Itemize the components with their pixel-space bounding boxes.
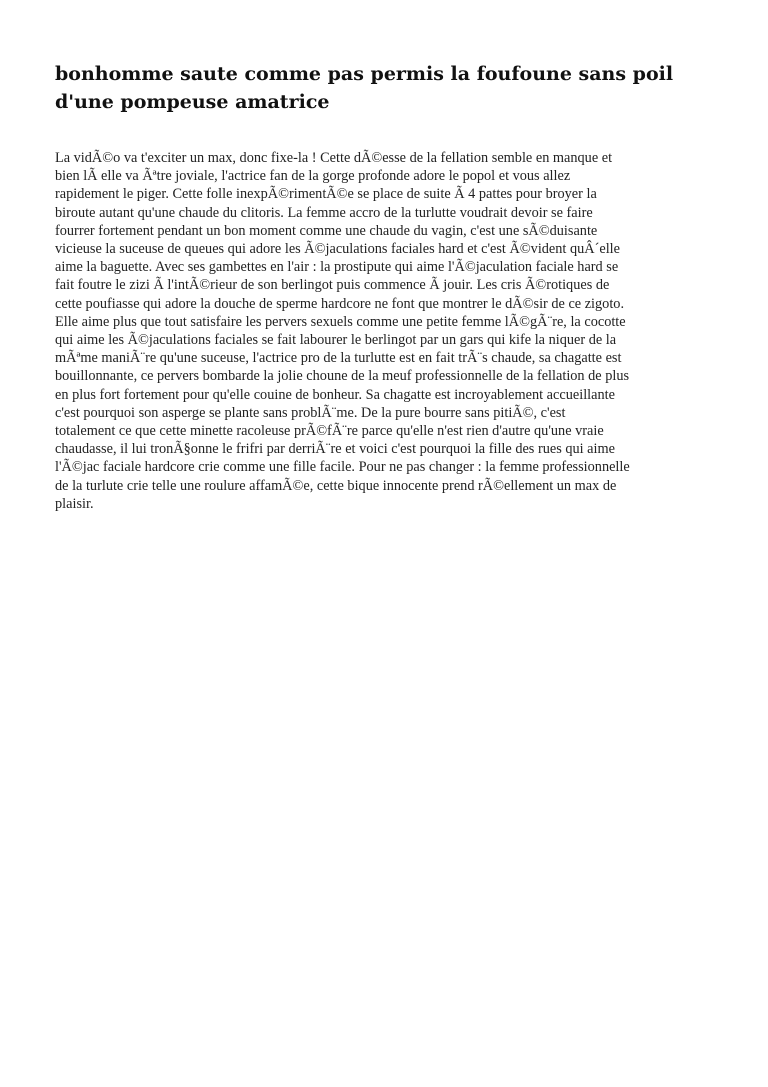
body-line: biroute autant qu'une chaude du clitoris. La femme accro de la turlutte voudrait devoir se faire xyxy=(55,204,593,221)
body-line: fait foutre le zizi Ã l'intÃ©rieur de son berlingot puis commence Ã jouir. Les cris Ã©rotiques de xyxy=(55,277,610,294)
body-line: vicieuse la suceuse de queues qui adore les Ã©jaculations faciales hard et c'est Ã©vident quÂ´elle xyxy=(55,241,620,258)
body-line: chaudasse, il lui tronÃ§onne le frifri par derriÃ¨re et voici c'est pourquoi la fille des rues qui aime xyxy=(55,441,615,458)
body-line: La vidÃ©o va t'exciter un max, donc fixe-la ! Cette dÃ©esse de la fellation semble en manque et xyxy=(55,150,613,166)
body-line: aime la baguette. Avec ses gambettes en l'air : la prostipute qui aime l'Ã©jaculation faciale hard se xyxy=(55,259,619,276)
body-line: qui aime les Ã©jaculations faciales se fait labourer le berlingot par un gars qui kife la niquer de la xyxy=(55,332,617,349)
body-line: bien lÃ elle va Ãªtre joviale, l'actrice fan de la gorge profonde adore le popol et vous allez xyxy=(55,168,571,185)
document-title xyxy=(55,60,735,116)
body-line: totalement ce que cette minette racoleuse prÃ©fÃ¨re parce qu'elle n'est rien d'autre qu'une vraie xyxy=(55,423,604,440)
body-line: de la turlute crie telle une roulure affamÃ©e, cette bique innocente prend rÃ©ellement un max de xyxy=(55,477,617,494)
body-line: rapidement le piger. Cette folle inexpÃ©rimentÃ©e se place de suite Ã 4 pattes pour broyer la xyxy=(55,186,597,203)
body-line: Elle aime plus que tout satisfaire les pervers sexuels comme une petite femme lÃ©gÃ¨re, la cocotte xyxy=(55,313,626,330)
body-line: cette poufiasse qui adore la douche de sperme hardcore ne font que montrer le dÃ©sir de ce zigoto. xyxy=(55,295,625,312)
body-line: mÃªme maniÃ¨re qu'une suceuse, l'actrice pro de la turlutte est en fait trÃ¨s chaude, sa chagatte est xyxy=(55,350,622,367)
body-line: en plus fort fortement pour qu'elle couine de bonheur. Sa chagatte est incroyablement accueillante xyxy=(55,386,615,403)
body-line: l'Ã©jac faciale hardcore crie comme une fille facile. Pour ne pas changer : la femme professionnelle xyxy=(55,459,630,476)
title-line: d'une pompeuse amatrice xyxy=(55,91,330,113)
document-body xyxy=(55,149,755,513)
title-line: bonhomme saute comme pas permis la foufoune sans poil xyxy=(55,63,674,85)
body-line: fourrer fortement pendant un bon moment comme une chaude du vagin, c'est une sÃ©duisante xyxy=(55,222,598,239)
body-line: bouillonnante, ce pervers bombarde la jolie choune de la meuf professionnelle de la fellation de plus xyxy=(55,368,630,385)
body-line: plaisir. xyxy=(55,495,94,512)
body-line: c'est pourquoi son asperge se plante sans problÃ¨me. De la pure bourre sans pitiÃ©, c'est xyxy=(55,404,566,421)
